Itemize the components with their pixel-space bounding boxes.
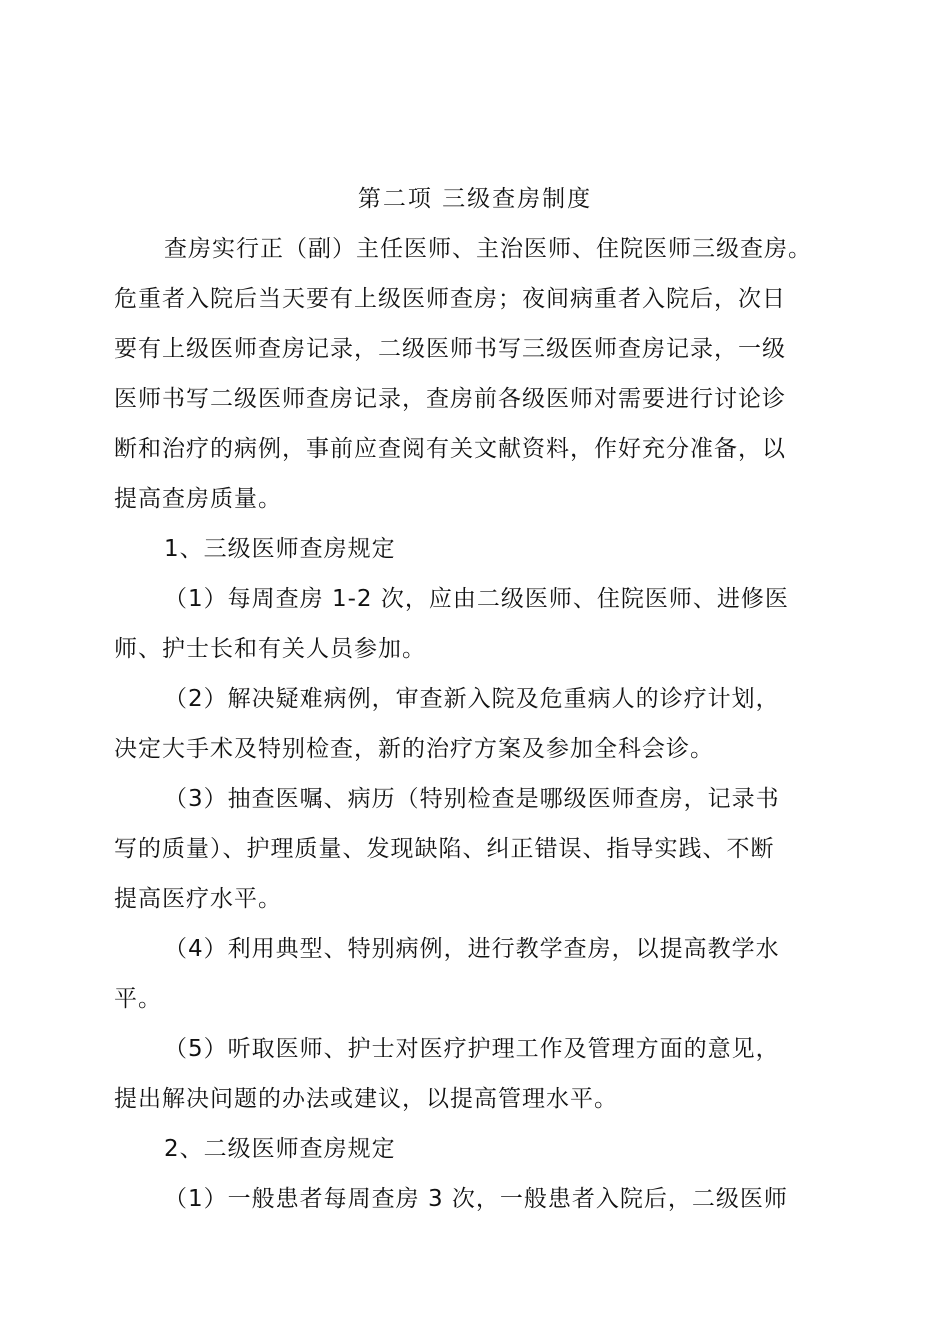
body-line: （2）解决疑难病例，审查新入院及危重病人的诊疗计划， <box>164 686 780 712</box>
body-line: 医师书写二级医师查房记录，查房前各级医师对需要进行讨论诊 <box>114 386 786 412</box>
body-line: 查房实行正（副）主任医师、主治医师、住院医师三级查房。 <box>164 236 812 262</box>
body-line: （4）利用典型、特别病例，进行教学查房，以提高教学水 <box>164 936 780 962</box>
section-heading: 1、三级医师查房规定 <box>164 536 396 562</box>
body-line: 断和治疗的病例，事前应查阅有关文献资料，作好充分准备，以 <box>114 436 786 462</box>
body-line: 危重者入院后当天要有上级医师查房；夜间病重者入院后，次日 <box>114 286 786 312</box>
body-line: （5）听取医师、护士对医疗护理工作及管理方面的意见， <box>164 1036 780 1062</box>
body-line: 提高查房质量。 <box>114 486 282 512</box>
section-heading: 2、二级医师查房规定 <box>164 1136 396 1162</box>
body-line: 决定大手术及特别检查，新的治疗方案及参加全科会诊。 <box>114 736 714 762</box>
body-line: （1）一般患者每周查房 3 次，一般患者入院后，二级医师 <box>164 1186 788 1212</box>
body-line: 提出解决问题的办法或建议，以提高管理水平。 <box>114 1086 618 1112</box>
body-line: 要有上级医师查房记录，二级医师书写三级医师查房记录，一级 <box>114 336 786 362</box>
body-line: 师、护士长和有关人员参加。 <box>114 636 426 662</box>
body-line: （1）每周查房 1-2 次，应由二级医师、住院医师、进修医 <box>164 586 789 612</box>
body-line: 写的质量）、护理质量、发现缺陷、纠正错误、指导实践、不断 <box>114 836 775 862</box>
body-line: （3）抽查医嘱、病历（特别检查是哪级医师查房，记录书 <box>164 786 780 812</box>
page-title: 第二项 三级查房制度 <box>357 186 593 212</box>
body-line: 提高医疗水平。 <box>114 886 282 912</box>
body-line: 平。 <box>114 986 162 1012</box>
